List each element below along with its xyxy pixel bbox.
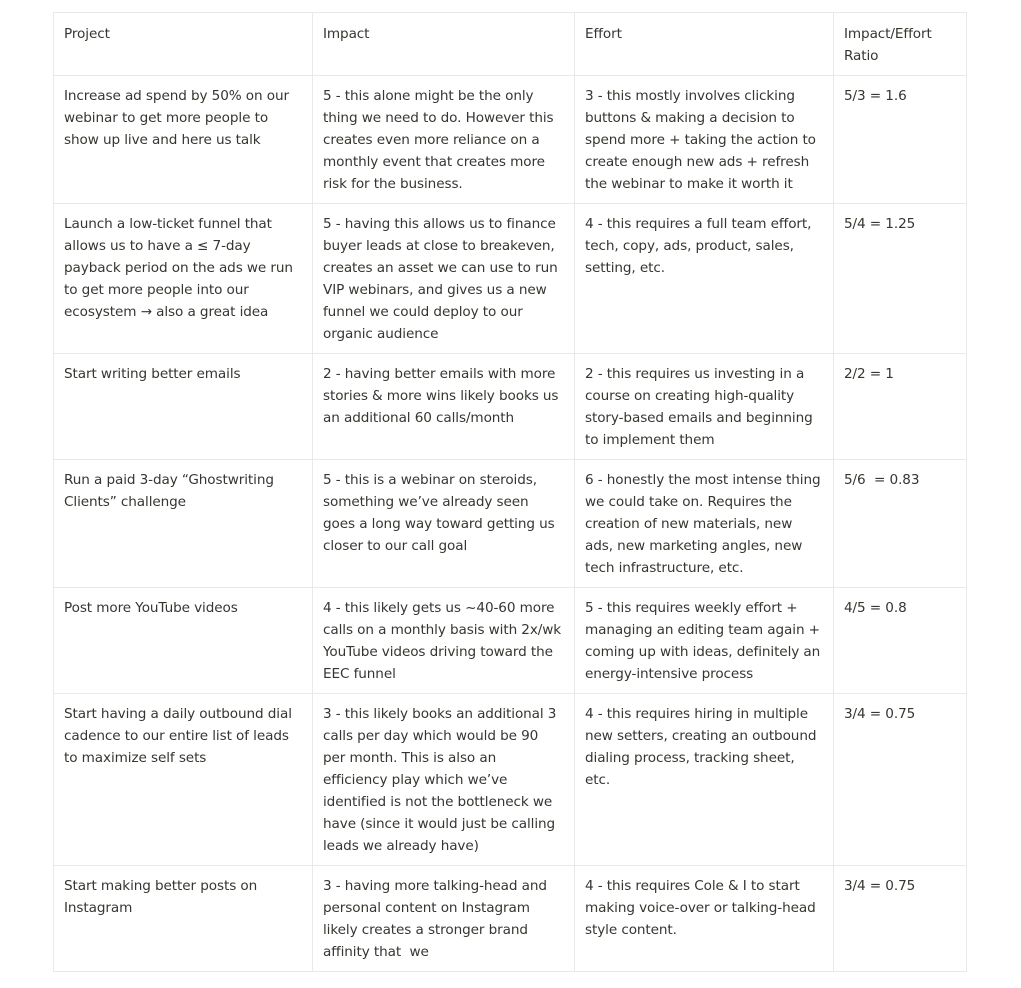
cell-effort: 4 - this requires a full team effort, tech, copy, ads, product, sales, setting, etc.: [575, 204, 834, 354]
table-row: [54, 76, 967, 204]
cell-effort: 5 - this requires weekly effort + managing an editing team again + coming up with ideas, definitely an energy-intensive process: [575, 588, 834, 694]
cell-impact: 3 - this likely books an additional 3 calls per day which would be 90 per month. This is also an efficiency play which we’ve identified is not the bottleneck we have (since it would just be calling leads we already have): [313, 694, 575, 866]
header-effort: Effort: [575, 13, 834, 76]
cell-project: Post more YouTube videos: [54, 588, 313, 694]
header-project: Project: [54, 13, 313, 76]
cell-impact: 2 - having better emails with more stories & more wins likely books us an additional 60 calls/month: [313, 354, 575, 460]
cell-project: Run a paid 3-day “Ghostwriting Clients” challenge: [54, 460, 313, 588]
header-ratio: Impact/Effort Ratio: [834, 13, 967, 76]
cell-ratio: 4/5 = 0.8: [834, 588, 967, 694]
cell-ratio: 5/4 = 1.25: [834, 204, 967, 354]
cell-ratio: 3/4 = 0.75: [834, 866, 967, 972]
table-row: [54, 204, 967, 354]
prioritization-table: [53, 12, 967, 972]
cell-effort: 6 - honestly the most intense thing we could take on. Requires the creation of new materials, new ads, new marketing angles, new tech infrastructure, etc.: [575, 460, 834, 588]
cell-ratio: 5/3 = 1.6: [834, 76, 967, 204]
cell-effort: 4 - this requires Cole & I to start making voice-over or talking-head style content.: [575, 866, 834, 972]
cell-effort: 4 - this requires hiring in multiple new setters, creating an outbound dialing process, tracking sheet, etc.: [575, 694, 834, 866]
cell-impact: 5 - this alone might be the only thing we need to do. However this creates even more reliance on a monthly event that creates more risk for the business.: [313, 76, 575, 204]
cell-impact: 4 - this likely gets us ~40-60 more calls on a monthly basis with 2x/wk YouTube videos driving toward the EEC funnel: [313, 588, 575, 694]
header-impact: Impact: [313, 13, 575, 76]
cell-ratio: 3/4 = 0.75: [834, 694, 967, 866]
cell-ratio: 5/6 = 0.83: [834, 460, 967, 588]
table-header-row: [54, 13, 967, 76]
cell-project: Start making better posts on Instagram: [54, 866, 313, 972]
cell-project: Start writing better emails: [54, 354, 313, 460]
table-row: [54, 460, 967, 588]
table-row: [54, 354, 967, 460]
table-row: [54, 694, 967, 866]
cell-effort: 3 - this mostly involves clicking buttons & making a decision to spend more + taking the action to create enough new ads + refresh the webinar to make it worth it: [575, 76, 834, 204]
cell-impact: 5 - having this allows us to finance buyer leads at close to breakeven, creates an asset we can use to run VIP webinars, and gives us a new funnel we could deploy to our organic audience: [313, 204, 575, 354]
table-row: [54, 588, 967, 694]
cell-impact: 5 - this is a webinar on steroids, something we’ve already seen goes a long way toward getting us closer to our call goal: [313, 460, 575, 588]
cell-project: Start having a daily outbound dial cadence to our entire list of leads to maximize self sets: [54, 694, 313, 866]
cell-effort: 2 - this requires us investing in a course on creating high-quality story-based emails and beginning to implement them: [575, 354, 834, 460]
cell-impact: 3 - having more talking-head and personal content on Instagram likely creates a stronger brand affinity that we: [313, 866, 575, 972]
cell-project: Increase ad spend by 50% on our webinar to get more people to show up live and here us talk: [54, 76, 313, 204]
cell-ratio: 2/2 = 1: [834, 354, 967, 460]
cell-project: Launch a low-ticket funnel that allows us to have a ≤ 7-day payback period on the ads we run to get more people into our ecosystem → also a great idea: [54, 204, 313, 354]
table-row: [54, 866, 967, 972]
